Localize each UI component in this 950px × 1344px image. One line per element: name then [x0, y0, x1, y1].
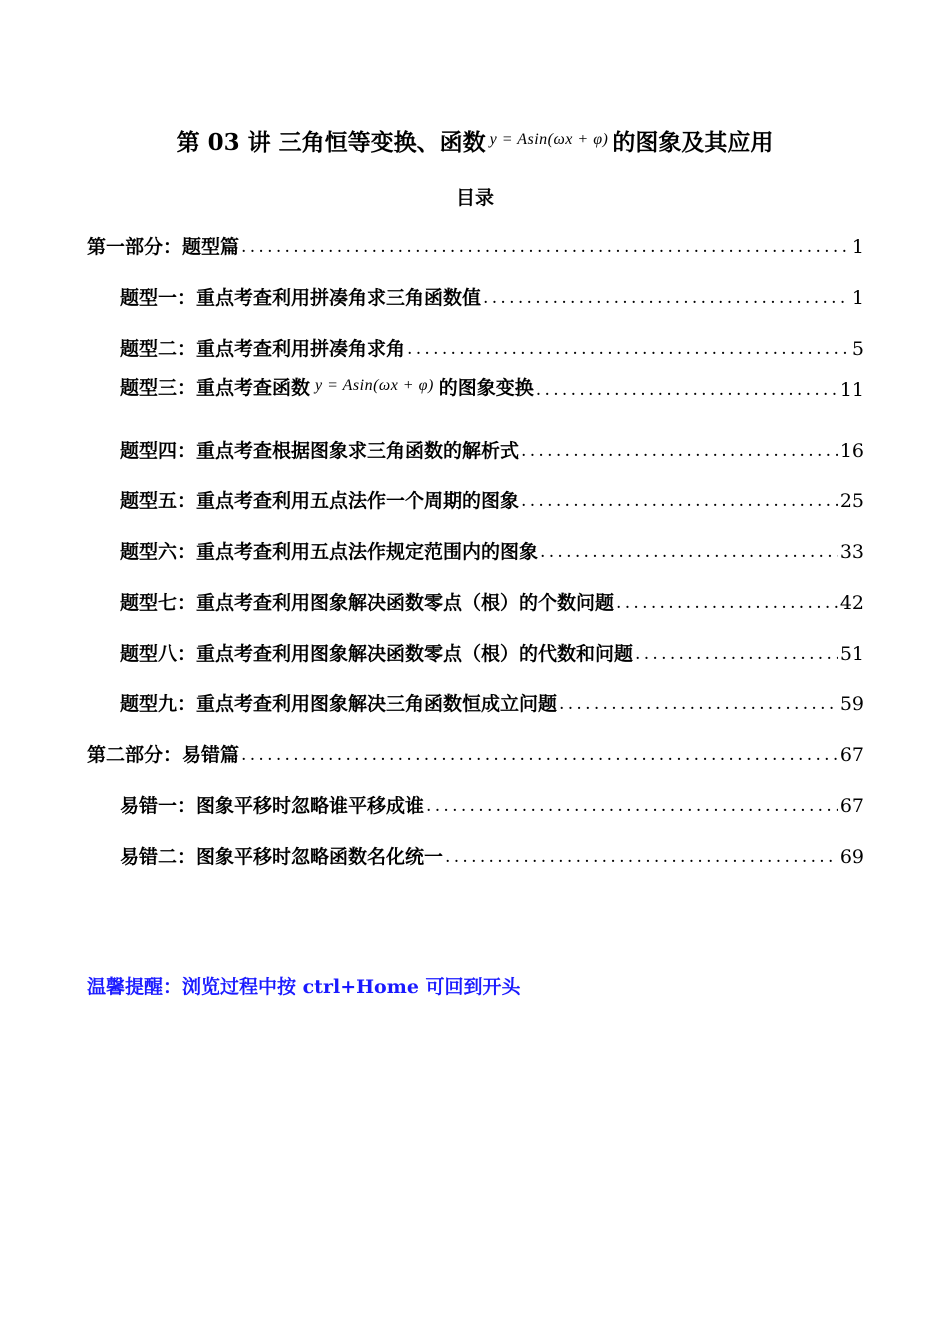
- toc-entry-label-before: 题型三：重点考查函数: [120, 377, 311, 399]
- page-title: [0, 126, 950, 163]
- toc-page-number: 33: [839, 541, 864, 563]
- toc-entry-type-7[interactable]: [120, 588, 864, 618]
- toc-entry-label: [120, 375, 534, 405]
- toc-entry-type-9[interactable]: [120, 689, 864, 719]
- toc-leader-dots: [521, 486, 838, 516]
- toc-page-number: 1: [851, 236, 864, 258]
- navigation-hint: 温馨提醒：浏览过程中按 ctrl+Home 可回到开头: [87, 976, 521, 998]
- toc-entry-label: 题型五：重点考查利用五点法作一个周期的图象: [120, 490, 520, 512]
- toc-entry-part-two[interactable]: [87, 740, 864, 770]
- toc-page-number: 11: [839, 379, 864, 401]
- toc-entry-label: 题型七：重点考查利用图象解决函数零点（根）的个数问题: [120, 592, 615, 614]
- toc-page-number: 25: [839, 490, 864, 512]
- title-formula: y = Asin(ωx + φ): [489, 131, 609, 148]
- toc-leader-dots: [616, 588, 838, 618]
- toc-entry-type-4[interactable]: [120, 436, 864, 466]
- toc-entry-type-6[interactable]: [120, 537, 864, 567]
- toc-entry-type-8[interactable]: [120, 639, 864, 669]
- toc-leader-dots: [241, 740, 838, 770]
- toc-entry-label-after: 的图象变换: [438, 377, 534, 399]
- toc-leader-dots: [445, 842, 838, 872]
- toc-leader-dots: [407, 334, 850, 364]
- toc-page-number: 42: [839, 592, 864, 614]
- toc-page-number: 69: [839, 846, 864, 868]
- toc-entry-formula: y = Asin(ωx + φ): [315, 377, 434, 394]
- toc-heading: 目录: [455, 187, 494, 209]
- toc-entry-type-5[interactable]: [120, 486, 864, 516]
- title-text-before: 第 03 讲 三角恒等变换、函数: [176, 129, 486, 156]
- toc-entry-error-2[interactable]: [120, 842, 864, 872]
- toc-entry-label: 第一部分：题型篇: [87, 236, 240, 258]
- toc-page-number: 51: [839, 643, 864, 665]
- toc-leader-dots: [241, 232, 850, 262]
- toc-entry-label: 题型八：重点考查利用图象解决函数零点（根）的代数和问题: [120, 643, 634, 665]
- toc-leader-dots: [559, 689, 838, 719]
- toc-leader-dots: [521, 436, 838, 466]
- toc-entry-part-one[interactable]: [87, 232, 864, 262]
- toc-leader-dots: [483, 283, 850, 313]
- toc-leader-dots: [540, 537, 838, 567]
- toc-page-number: 16: [839, 440, 864, 462]
- toc-page-number: 1: [851, 287, 864, 309]
- title-text-after: 的图象及其应用: [612, 129, 774, 156]
- toc-entry-label: 易错一：图象平移时忽略谁平移成谁: [120, 795, 425, 817]
- toc-entry-label: 第二部分：易错篇: [87, 744, 240, 766]
- toc-entry-label: 题型九：重点考查利用图象解决三角函数恒成立问题: [120, 693, 558, 715]
- toc-entry-label: 题型一：重点考查利用拼凑角求三角函数值: [120, 287, 482, 309]
- toc-page-number: 67: [839, 744, 864, 766]
- toc-entry-type-3[interactable]: [120, 375, 864, 405]
- toc-entry-label: 题型四：重点考查根据图象求三角函数的解析式: [120, 440, 520, 462]
- toc-entry-error-1[interactable]: [120, 791, 864, 821]
- toc-entry-type-1[interactable]: [120, 283, 864, 313]
- toc-leader-dots: [426, 791, 838, 821]
- toc-page-number: 5: [851, 338, 864, 360]
- toc-entry-label: 题型二：重点考查利用拼凑角求角: [120, 338, 406, 360]
- toc-entry-label: 易错二：图象平移时忽略函数名化统一: [120, 846, 444, 868]
- toc-leader-dots: [635, 639, 838, 669]
- toc-page-number: 67: [839, 795, 864, 817]
- toc-leader-dots: [536, 375, 838, 405]
- toc-page-number: 59: [839, 693, 864, 715]
- toc-entry-label: 题型六：重点考查利用五点法作规定范围内的图象: [120, 541, 539, 563]
- toc-entry-type-2[interactable]: [120, 334, 864, 364]
